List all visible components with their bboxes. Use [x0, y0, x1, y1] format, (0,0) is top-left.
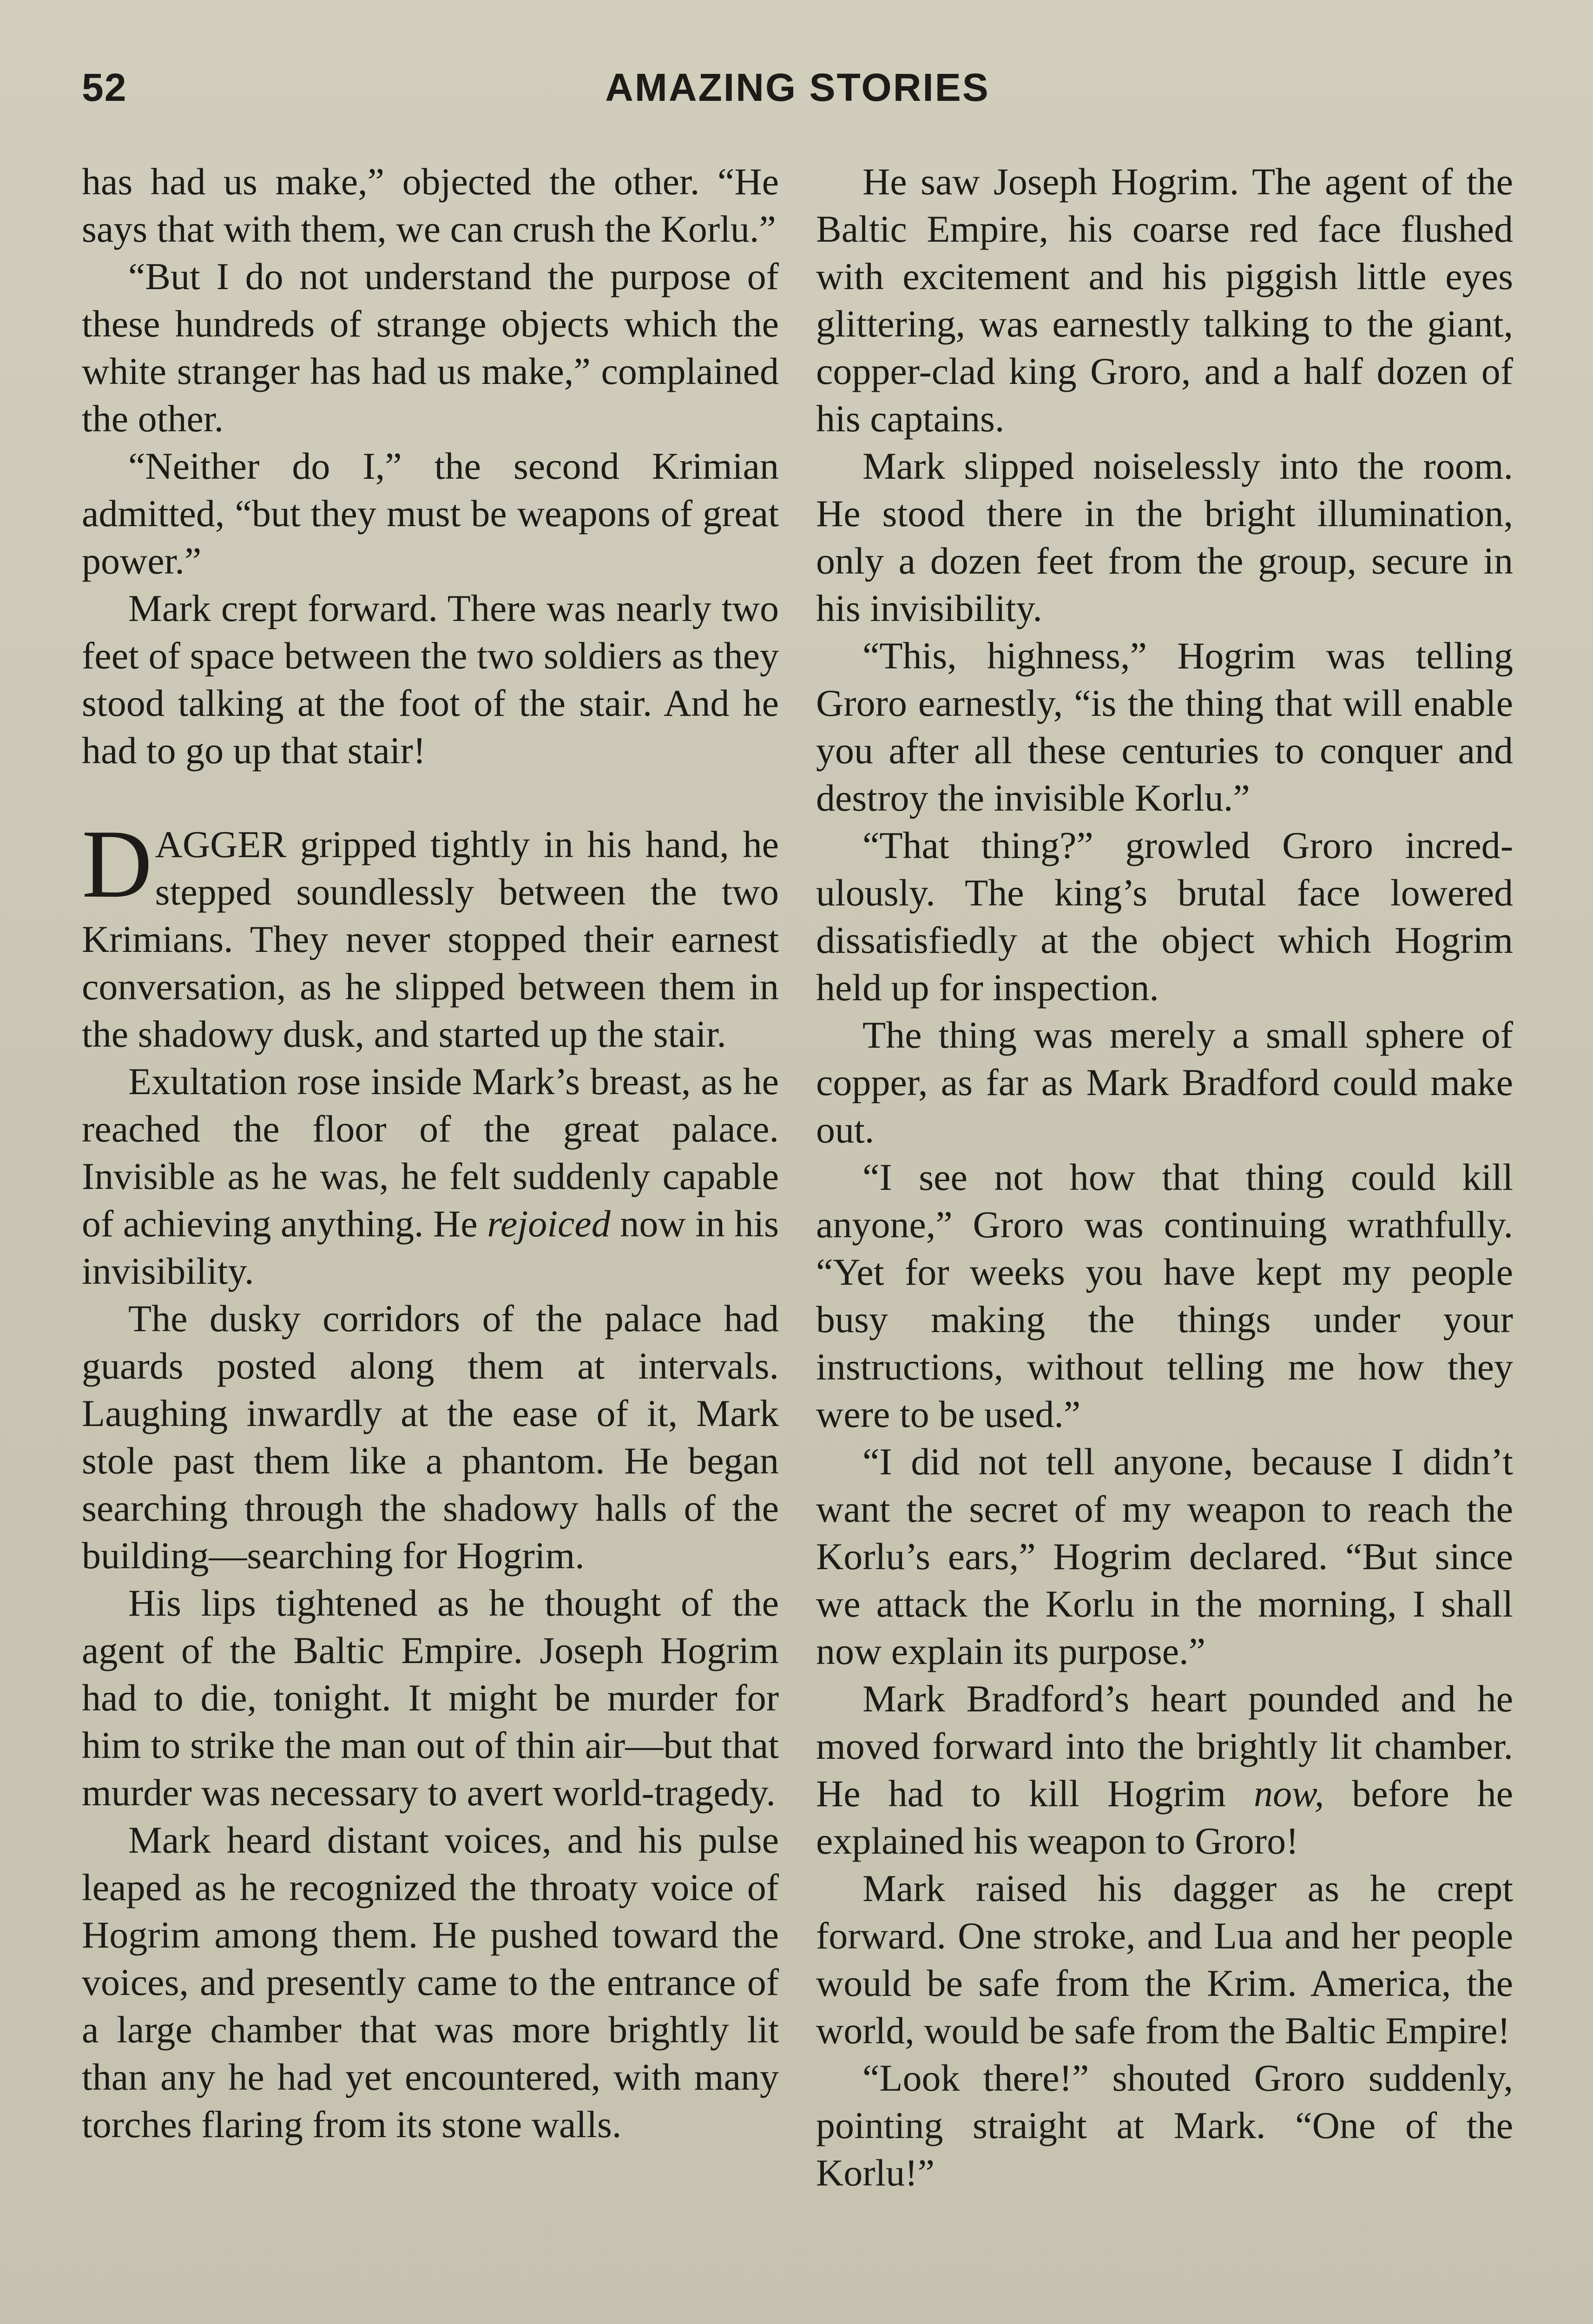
section-opening-paragraph	[82, 810, 779, 1058]
paragraph-text: He	[433, 1202, 478, 1245]
emphasized-word: now,	[1254, 1772, 1324, 1815]
drop-cap: D	[82, 810, 152, 918]
paragraph: The dusky corridors of the palace had guards posted along them at intervals. Laughing inwardly at the ease of it, Mark stole past them like a phantom. He began searching through the shadowy halls of the building—searching for Hogrim.	[82, 1297, 779, 1577]
paragraph: Mark raised his dagger as he crept forward. One stroke, and Lua and her people would be safe from the Krim. America, the world, would be safe from the Baltic Empire!	[816, 1867, 1513, 2052]
paragraph: Mark heard distant voices, and his pulse leaped as he recognized the throaty voice of Hogrim among them. He pushed toward the voices, and presently came to the entrance of a large chamber that was more brightly lit than any he had yet encountered, with many torches flaring from its stone walls.	[82, 1819, 779, 2146]
paragraph-text: Mark Bradford’s heart pounded and he moved forward into the brightly lit chamber. He had to kill Hogrim	[816, 1677, 1513, 1815]
paragraph-text: now in his invisibility.	[82, 1202, 779, 1292]
emphasized-word: rejoiced	[487, 1202, 611, 1245]
paragraph: “I did not tell anyone, because I didn’t want the secret of my weapon to reach the Korlu’s ears,” Hogrim declared. “But since we attack the Korlu in the morning, I shall now explain its purpose.”	[816, 1440, 1513, 1672]
paragraph: Mark slipped noiselessly into the room. He stood there in the bright illumination, only a dozen feet from the group, secure in his invisibility.	[816, 445, 1513, 629]
text-columns	[82, 158, 1513, 2324]
page-header	[82, 65, 1513, 121]
paragraph: “But I do not understand the purpose of these hundreds of strange objects which the white stranger has had us make,” complained the other.	[82, 255, 779, 440]
paragraph-text: AGGER gripped tightly in his hand, he stepped soundlessly between the two Krimians. They never stopped their earnest conversation, as he slipped between them in the shadowy dusk, and started up the stair.	[82, 823, 779, 1055]
paragraph	[82, 1058, 779, 1295]
paragraph: “I see not how that thing could kill anyone,” Groro was continuing wrathfully. “Yet for weeks you have kept my people busy making the things under your instructions, without telling me how they were to be used.”	[816, 1156, 1513, 1435]
page-number: 52	[82, 66, 127, 109]
paragraph: The thing was merely a small sphere of copper, as far as Mark Bradford could make out.	[816, 1014, 1513, 1151]
paragraph: “Neither do I,” the second Krimian admitted, “but they must be weapons of great power.”	[82, 445, 779, 582]
paragraph: has had us make,” objected the other. “He says that with them, we can crush the Korlu.”	[82, 160, 779, 250]
running-title: AMAZING STORIES	[605, 66, 990, 109]
paragraph: “This, highness,” Hogrim was telling Groro earnestly, “is the thing that will enable you after all these centuries to conquer and destroy the invisible Korlu.”	[816, 634, 1513, 819]
paragraph: “Look there!” shouted Groro suddenly, pointing straight at Mark. “One of the Korlu!”	[816, 2057, 1513, 2194]
right-column	[816, 158, 1513, 2324]
left-column	[82, 158, 779, 2324]
paragraph: “That thing?” growled Groro incredulously. The king’s brutal face lowered dissatisfiedly at the object which Hogrim held up for inspection.	[816, 824, 1513, 1009]
paragraph-text: before he explained his weapon to Groro!	[816, 1772, 1513, 1862]
paragraph: His lips tightened as he thought of the agent of the Baltic Empire. Joseph Hogrim had to die, tonight. It might be murder for him to strike the man out of thin air—but that murder was necessary to avert world-tragedy.	[82, 1582, 779, 1814]
paragraph: Mark crept forward. There was nearly two feet of space between the two soldiers as they stood talking at the foot of the stair. And he had to go up that stair!	[82, 587, 779, 772]
paragraph	[816, 1675, 1513, 1865]
paragraph-text: Exultation rose inside Mark’s breast, as he reached the floor of the great palace. Invisible as he was, he felt suddenly capable of achieving anything.	[82, 1060, 779, 1245]
paragraph: He saw Joseph Hogrim. The agent of the Baltic Empire, his coarse red face flushed with excitement and his piggish little eyes glittering, was earnestly talking to the giant, copper-clad king Groro, and a half dozen of his captains.	[816, 160, 1513, 440]
